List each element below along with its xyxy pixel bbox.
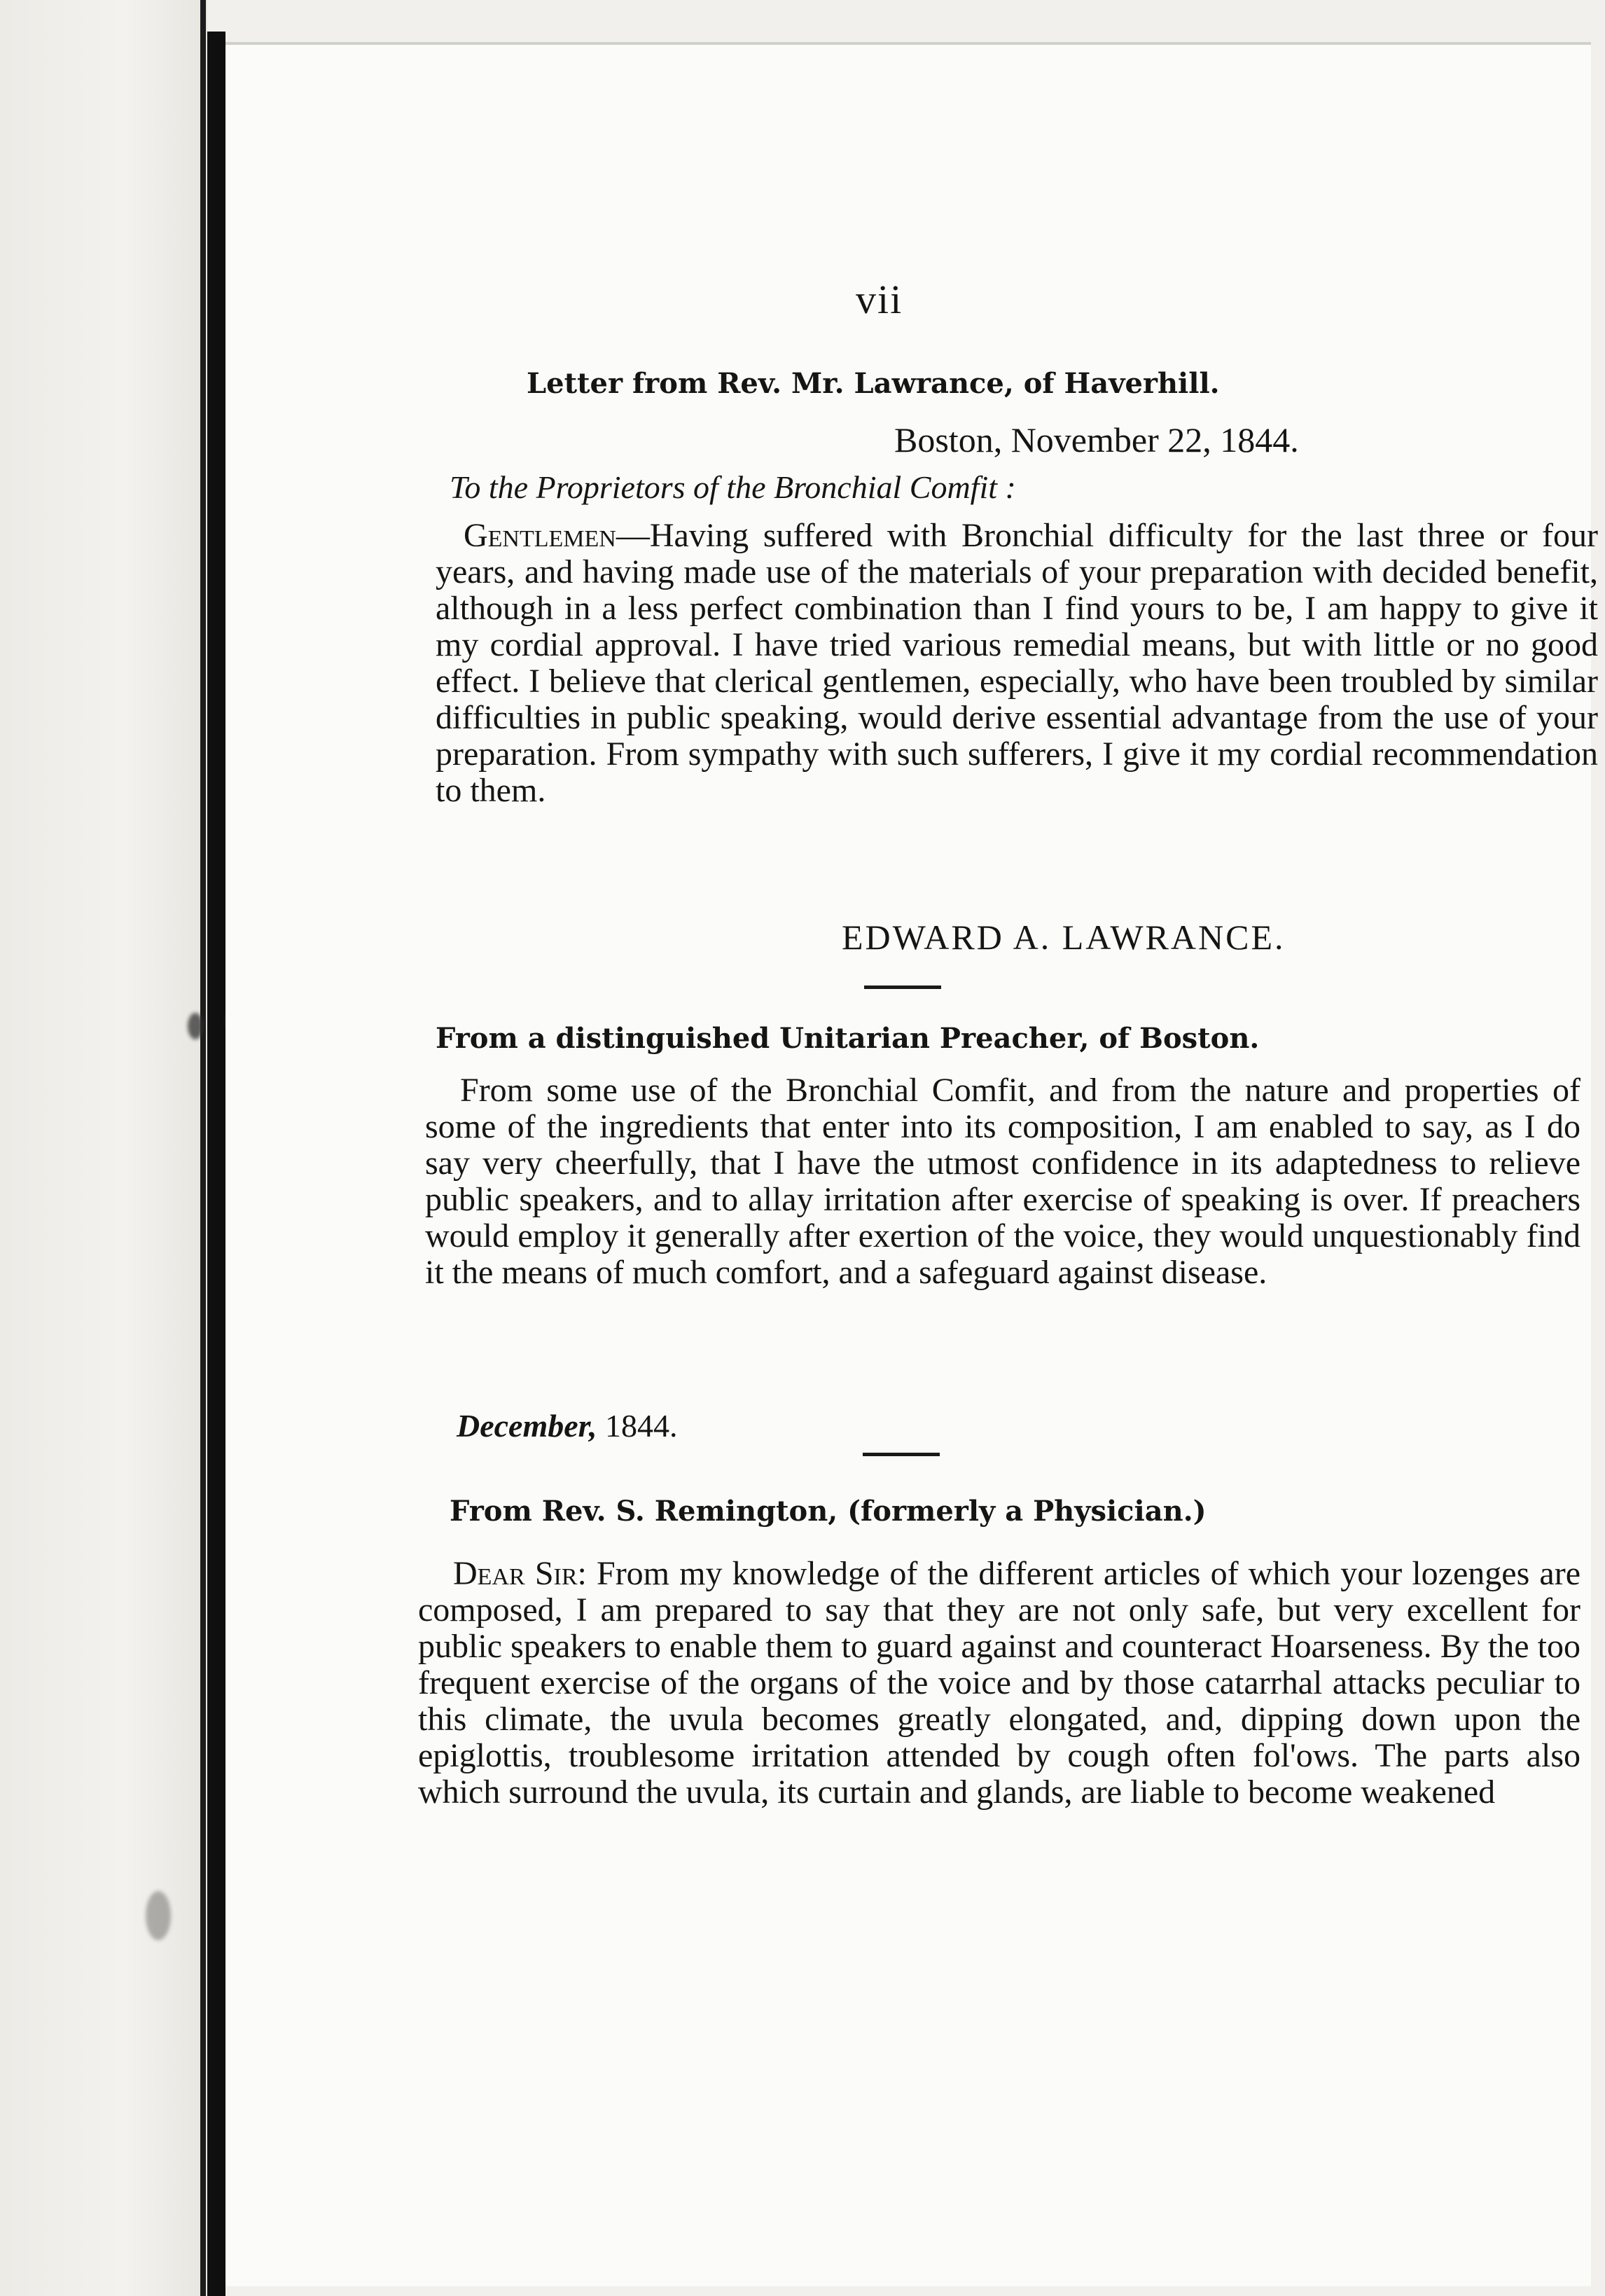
letter3-body — [418, 1556, 1580, 1811]
letter2-body: From some use of the Bronchial Comfit, and from the nature and properties of some of the ingredients that enter into its composition, I am enabled to say, as I do say very cheerfully, that I have the utmost confidence in its adaptedness to relieve public speakers, and to allay irritation after exercise of speaking is over. If preachers would employ it generally after exertion of the voice, they would unquestionably find it the means of much comfort, and a safeguard against disease. — [425, 1072, 1580, 1291]
letter2-date-month: December, — [457, 1408, 597, 1444]
letter1-dateline: Boston, November 22, 1844. — [894, 420, 1299, 459]
page-shadow — [207, 32, 225, 2296]
book-page — [225, 42, 1598, 2286]
separator — [864, 986, 941, 989]
letter3-body-text: : From my knowledge of the different articles of which your lozenges are composed, I am prepared to say that they are not only safe, but very excellent for public speakers to enable them to guard against and counteract Hoarseness. By the too frequent exercise of the organs of the voice and by those catarrhal attacks peculiar to this climate, the uvula becomes greatly elongated, and, dipping down upon the epiglottis, troublesome irritation attended by cough often fol'ows. The parts also which surround the uvula, its curtain and glands, are liable to become weakened — [418, 1555, 1581, 1811]
separator — [863, 1453, 940, 1456]
ink-blot — [146, 1891, 171, 1940]
letter1-heading: Letter from Rev. Mr. Lawrance, of Haverhill. — [527, 367, 1220, 400]
letter2-heading: From a distinguished Unitarian Preacher, of Boston. — [436, 1022, 1260, 1055]
letter1-opening: Gentlemen — [464, 517, 616, 554]
letter1-body — [436, 518, 1598, 809]
letter2-date — [457, 1407, 678, 1444]
letter3-heading: From Rev. S. Remington, (formerly a Physician.) — [450, 1495, 1207, 1528]
letter1-signature: EDWARD A. LAWRANCE. — [842, 918, 1286, 957]
page-content — [225, 45, 1598, 2286]
gutter-line — [200, 0, 206, 2296]
letter2-date-year: 1844. — [605, 1408, 678, 1444]
page-number: vii — [856, 277, 903, 322]
letter1-salutation: To the Proprietors of the Bronchial Comfit : — [450, 469, 1016, 505]
ink-blot — [188, 1013, 203, 1039]
facing-page-edge — [0, 0, 207, 2296]
letter3-opening: Dear Sir — [453, 1555, 578, 1592]
letter1-body-text: —Having suffered with Bronchial difficulty for the last three or four years, and having made use of the materials of your preparation with decided benefit, although in a less perfect combination than I find yours to be, I am happy to give it my cordial approval. I have tried various remedial means, but with little or no good effect. I believe that clerical gentlemen, especially, who have been troubled by similar difficulties in public speaking, would derive essential advantage from the use of your preparation. From sympathy with such sufferers, I give it my cordial recommendation to them. — [436, 517, 1598, 809]
